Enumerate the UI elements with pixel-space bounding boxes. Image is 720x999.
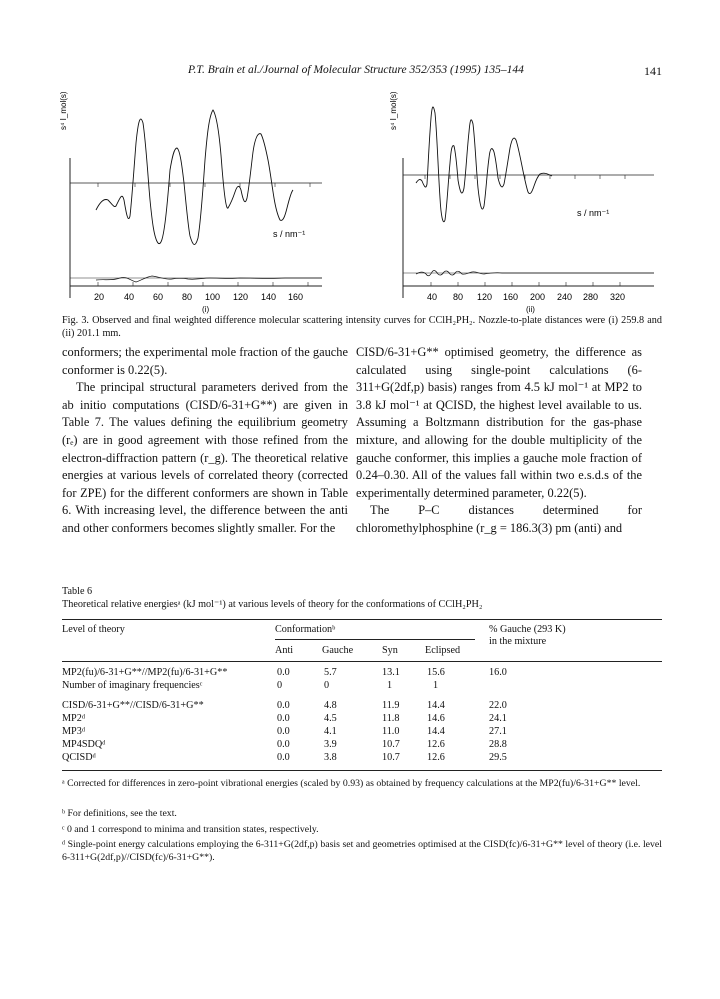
panel-ii-tick-label: 280 — [583, 292, 599, 302]
panel-i-tick-label: 20 — [94, 292, 105, 302]
table-title: Theoretical relative energiesᵃ (kJ mol⁻¹) at various levels of theory for the conformations of CClH₂PH₂ — [62, 599, 483, 610]
paragraph: conformers; the experimental mole fraction of the gauche conformer is 0.22(5). — [62, 345, 348, 377]
footnote-b: ᵇ For definitions, see the text. — [62, 808, 177, 819]
panel-ii-tick-label: 240 — [557, 292, 573, 302]
header-gauche-pct-1: % Gauche (293 K) — [489, 624, 566, 635]
cell-eclipsed: 12.6 — [427, 752, 445, 763]
cell-eclipsed: 14.6 — [427, 713, 445, 724]
footnote-d: ᵈ Single-point energy calculations employing the 6-311+G(2df,p) basis set and geometries optimised at the CISD(fc)/6-31+G** level of theory (i.e. level 6-311+G(2df,p)//CISD(fc)/6-31+G**). — [62, 839, 662, 863]
panel-ii-tick-label: 200 — [530, 292, 546, 302]
cell-gauche: 0 — [324, 680, 330, 691]
cell-syn: 13.1 — [382, 667, 400, 678]
cell-gauche: 3.8 — [324, 752, 337, 763]
cell-gauche: 5.7 — [324, 667, 337, 678]
panel-i-tick-label: 160 — [288, 292, 304, 302]
cell-gauche-pct: 29.5 — [489, 752, 507, 763]
cell-syn: 1 — [387, 680, 393, 691]
cell-level: QCISDᵈ — [62, 752, 96, 763]
cell-anti: 0.0 — [277, 713, 290, 724]
subheader: Eclipsed — [425, 645, 461, 656]
running-header — [62, 64, 662, 80]
cell-level: Number of imaginary frequenciesᶜ — [62, 680, 203, 691]
panel-ii-ylabel: s⁴ I_mol(s) — [389, 91, 398, 130]
cell-eclipsed: 15.6 — [427, 667, 445, 678]
panel-i-tick-label: 40 — [124, 292, 135, 302]
cell-syn: 10.7 — [382, 739, 400, 750]
cell-syn: 11.8 — [382, 713, 400, 724]
subheader: Anti — [275, 645, 294, 656]
header-level: Level of theory — [62, 624, 125, 635]
cell-anti: 0 — [277, 680, 283, 691]
cell-syn: 10.7 — [382, 752, 400, 763]
cell-gauche-pct: 24.1 — [489, 713, 507, 724]
subheader: Gauche — [322, 645, 354, 656]
table-top-rule — [62, 619, 662, 620]
panel-ii-tick-label: 80 — [453, 292, 464, 302]
panel-i-xlabel: s / nm⁻¹ — [273, 229, 306, 239]
footnote-a: ᵃ Corrected for differences in zero-point vibrational energies (scaled by 0.93) as obtained by frequency calculations at the MP2(fu)/6-31+G** level. — [62, 778, 641, 789]
cell-level: CISD/6-31+G**//CISD/6-31+G** — [62, 700, 204, 711]
cell-syn: 11.9 — [382, 700, 400, 711]
panel-i-tick-label: 100 — [205, 292, 221, 302]
paragraph: CISD/6-31+G** optimised geometry, the difference as calculated using single-point calculations (6-311+G(2df,p) basis) ranges from 4.5 kJ mol⁻¹ at MP2 to 3.8 kJ mol⁻¹ at QCISD, the highest level available to us. Assuming a Boltzmann distribution for the gas-phase mixture, and allowing for the double multiplicity of the gauche conformer, this implies a gauche mole fraction of 0.24–0.30. All of the values fall within two e.s.d.s of the experimentally determined parameter, 0.22(5). — [356, 345, 642, 500]
panel-ii-xlabel: s / nm⁻¹ — [577, 208, 610, 218]
panel-i — [59, 91, 322, 314]
header-gauche-pct-2: in the mixture — [489, 636, 547, 647]
body-left-column — [62, 344, 348, 538]
cell-level: MP2ᵈ — [62, 713, 85, 724]
panel-ii-intensity-curve — [416, 107, 552, 222]
panel-i-tick-label: 80 — [182, 292, 193, 302]
panel-i-tick-label: 140 — [261, 292, 277, 302]
header-conformation: Conformationᵇ — [275, 624, 336, 635]
panel-i-label: (i) — [202, 305, 210, 314]
table-6 — [62, 585, 662, 763]
cell-gauche-pct: 22.0 — [489, 700, 507, 711]
panel-i-zero-ticks — [98, 183, 310, 187]
conformation-rule — [275, 639, 475, 640]
cell-level: MP3ᵈ — [62, 726, 85, 737]
figure-3 — [60, 88, 660, 313]
panel-i-ticks — [98, 282, 308, 286]
figure-3-svg — [60, 88, 660, 313]
subheader: Syn — [382, 645, 398, 656]
cell-gauche: 3.9 — [324, 739, 337, 750]
panel-ii-label: (ii) — [526, 305, 535, 314]
panel-i-intensity-curve — [96, 110, 293, 245]
panel-ii-tick-label: 40 — [427, 292, 438, 302]
running-head: P.T. Brain et al./Journal of Molecular Structure 352/353 (1995) 135–144 — [188, 64, 524, 76]
page-number: 141 — [644, 64, 662, 78]
cell-gauche-pct: 27.1 — [489, 726, 507, 737]
body-right-column — [356, 344, 642, 538]
cell-gauche-pct: 28.8 — [489, 739, 507, 750]
cell-eclipsed: 1 — [433, 680, 439, 691]
cell-anti: 0.0 — [277, 726, 290, 737]
cell-level: MP4SDQᵈ — [62, 739, 106, 750]
panel-ii — [389, 91, 654, 314]
cell-syn: 11.0 — [382, 726, 400, 737]
footnote-c: ᶜ 0 and 1 correspond to minima and transition states, respectively. — [62, 824, 319, 835]
table-bottom-rule — [62, 770, 662, 771]
cell-level: MP2(fu)/6-31+G**//MP2(fu)/6-31+G** — [62, 667, 228, 678]
panel-ii-tick-label: 160 — [503, 292, 519, 302]
cell-gauche: 4.1 — [324, 726, 337, 737]
figure-caption: Fig. 3. Observed and final weighted difference molecular scattering intensity curves for CClH₂PH₂. Nozzle-to-plate distances were (i) 259.8 and (ii) 201.1 mm. — [62, 315, 662, 339]
paragraph: The principal structural parameters derived from the ab initio computations (CISD/6-31+G**) are given in Table 7. The values defining the equilibrium geometry (rₑ) are in good agreement with those refined from the electron-diffraction pattern (r_g). The theoretical relative energies at various levels of correlated theory (corrected for ZPE) for the different conformers are shown in Table 6. With increasing level, the difference between the anti and other conformers becomes slightly smaller. For the — [62, 380, 348, 535]
panel-i-ylabel: s⁴ I_mol(s) — [59, 91, 68, 130]
cell-anti: 0.0 — [277, 667, 290, 678]
paragraph: The P–C distances determined for chloromethylphosphine (r_g = 186.3(3) pm (anti) and — [356, 503, 642, 535]
panel-ii-ticks — [431, 282, 620, 286]
cell-anti: 0.0 — [277, 752, 290, 763]
cell-anti: 0.0 — [277, 700, 290, 711]
panel-i-tick-label: 120 — [233, 292, 249, 302]
cell-eclipsed: 12.6 — [427, 739, 445, 750]
table-label: Table 6 — [62, 586, 93, 597]
cell-eclipsed: 14.4 — [427, 700, 445, 711]
panel-ii-tick-label: 120 — [477, 292, 493, 302]
cell-gauche: 4.5 — [324, 713, 337, 724]
cell-gauche-pct: 16.0 — [489, 667, 507, 678]
panel-ii-tick-label: 320 — [610, 292, 626, 302]
panel-i-difference-curve — [96, 276, 322, 282]
cell-anti: 0.0 — [277, 739, 290, 750]
cell-eclipsed: 14.4 — [427, 726, 445, 737]
cell-gauche: 4.8 — [324, 700, 337, 711]
table-header-rule — [62, 661, 662, 662]
panel-i-tick-label: 60 — [153, 292, 164, 302]
